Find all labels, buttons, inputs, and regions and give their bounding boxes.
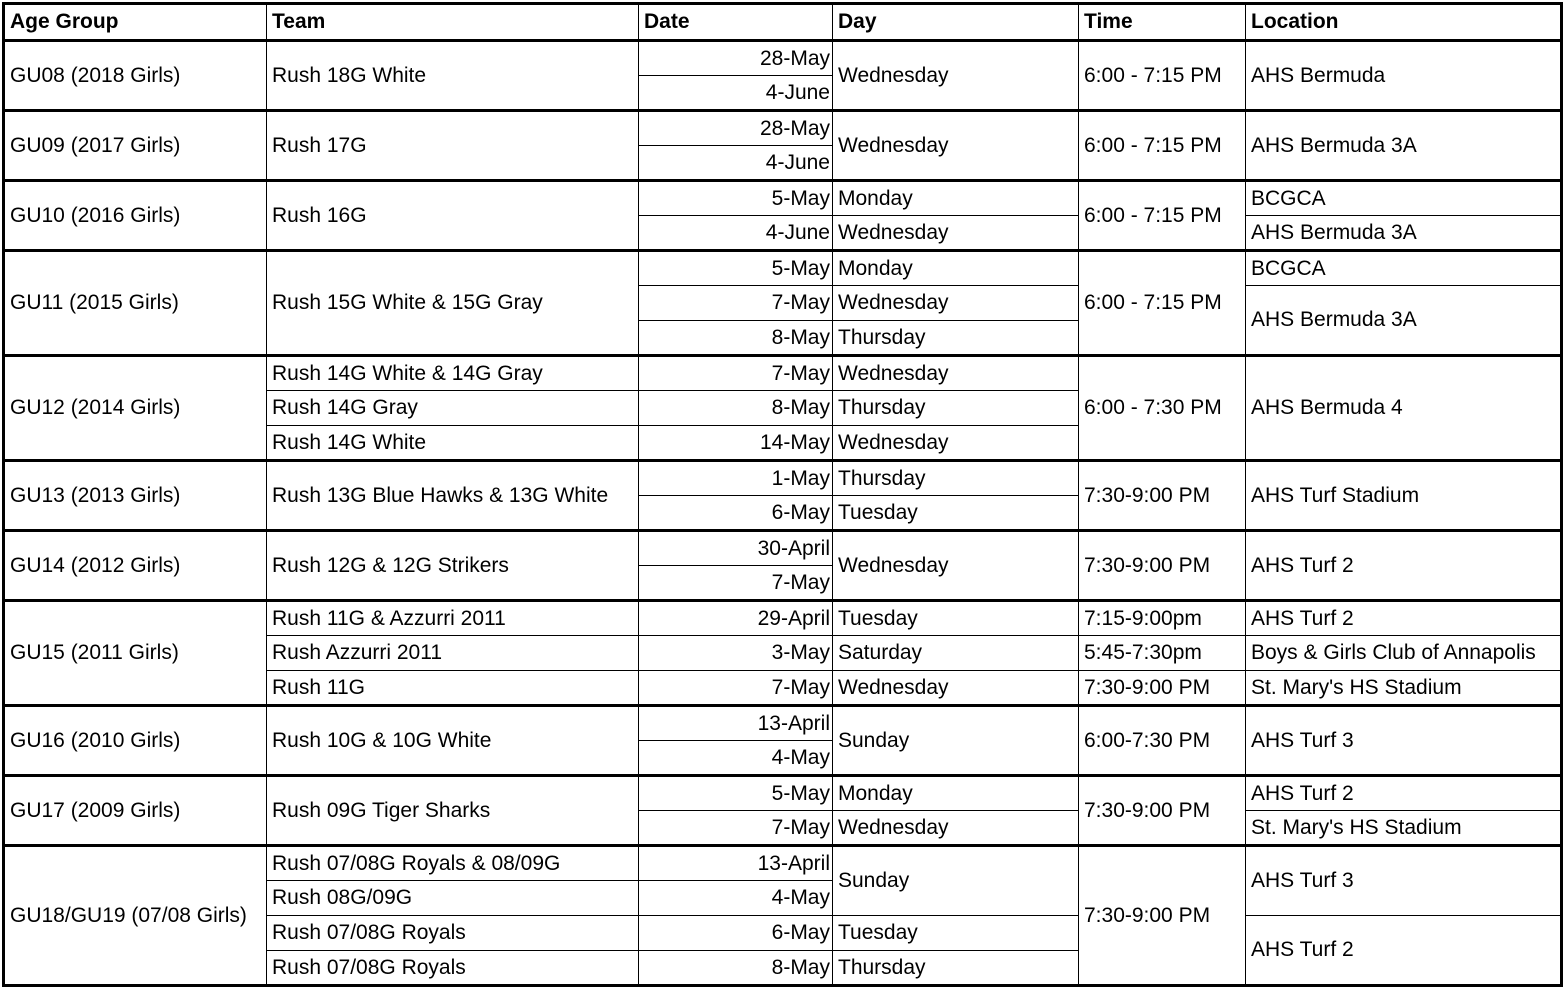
day-cell: Wednesday xyxy=(833,811,1079,846)
age-group-cell: GU12 (2014 Girls) xyxy=(4,356,267,461)
time-cell: 6:00 - 7:30 PM xyxy=(1079,356,1246,461)
time-cell: 7:15-9:00pm xyxy=(1079,601,1246,636)
location-cell: AHS Turf Stadium xyxy=(1246,461,1562,531)
team-cell: Rush 07/08G Royals xyxy=(267,916,639,951)
header-day: Day xyxy=(833,4,1079,41)
day-cell: Monday xyxy=(833,251,1079,286)
time-cell: 6:00 - 7:15 PM xyxy=(1079,111,1246,181)
time-cell: 7:30-9:00 PM xyxy=(1079,776,1246,846)
header-row xyxy=(4,4,1562,41)
table-row xyxy=(4,461,1562,496)
schedule-table xyxy=(2,2,1563,987)
team-cell: Rush 07/08G Royals & 08/09G xyxy=(267,846,639,881)
location-cell: AHS Turf 2 xyxy=(1246,601,1562,636)
location-cell: St. Mary's HS Stadium xyxy=(1246,811,1562,846)
team-cell: Rush Azzurri 2011 xyxy=(267,636,639,671)
date-cell: 8-May xyxy=(639,391,833,426)
location-cell: BCGCA xyxy=(1246,251,1562,286)
day-cell: Thursday xyxy=(833,391,1079,426)
table-row xyxy=(4,776,1562,811)
date-cell: 28-May xyxy=(639,111,833,146)
date-cell: 4-June xyxy=(639,216,833,251)
location-cell: AHS Turf 2 xyxy=(1246,531,1562,601)
header-team: Team xyxy=(267,4,639,41)
table-row xyxy=(4,356,1562,391)
age-group-cell: GU14 (2012 Girls) xyxy=(4,531,267,601)
team-cell: Rush 08G/09G xyxy=(267,881,639,916)
location-cell: AHS Turf 3 xyxy=(1246,846,1562,916)
day-cell: Monday xyxy=(833,776,1079,811)
date-cell: 4-June xyxy=(639,146,833,181)
age-group-cell: GU10 (2016 Girls) xyxy=(4,181,267,251)
day-cell: Sunday xyxy=(833,706,1079,776)
team-cell: Rush 10G & 10G White xyxy=(267,706,639,776)
age-group-cell: GU11 (2015 Girls) xyxy=(4,251,267,356)
time-cell: 6:00 - 7:15 PM xyxy=(1079,181,1246,251)
time-cell: 7:30-9:00 PM xyxy=(1079,846,1246,986)
day-cell: Wednesday xyxy=(833,356,1079,391)
team-cell: Rush 17G xyxy=(267,111,639,181)
team-cell: Rush 12G & 12G Strikers xyxy=(267,531,639,601)
date-cell: 5-May xyxy=(639,181,833,216)
location-cell: AHS Bermuda 3A xyxy=(1246,216,1562,251)
team-cell: Rush 16G xyxy=(267,181,639,251)
team-cell: Rush 13G Blue Hawks & 13G White xyxy=(267,461,639,531)
time-cell: 7:30-9:00 PM xyxy=(1079,671,1246,706)
team-cell: Rush 09G Tiger Sharks xyxy=(267,776,639,846)
location-cell: AHS Bermuda 3A xyxy=(1246,286,1562,356)
time-cell: 7:30-9:00 PM xyxy=(1079,531,1246,601)
time-cell: 5:45-7:30pm xyxy=(1079,636,1246,671)
day-cell: Sunday xyxy=(833,846,1079,916)
date-cell: 14-May xyxy=(639,426,833,461)
day-cell: Wednesday xyxy=(833,41,1079,111)
location-cell: AHS Bermuda 4 xyxy=(1246,356,1562,461)
table-row xyxy=(4,41,1562,76)
date-cell: 7-May xyxy=(639,671,833,706)
location-cell: AHS Turf 2 xyxy=(1246,776,1562,811)
age-group-cell: GU13 (2013 Girls) xyxy=(4,461,267,531)
team-cell: Rush 14G White & 14G Gray xyxy=(267,356,639,391)
header-time: Time xyxy=(1079,4,1246,41)
date-cell: 5-May xyxy=(639,776,833,811)
table-row xyxy=(4,706,1562,741)
header-location: Location xyxy=(1246,4,1562,41)
date-cell: 3-May xyxy=(639,636,833,671)
date-cell: 13-April xyxy=(639,846,833,881)
date-cell: 13-April xyxy=(639,706,833,741)
date-cell: 28-May xyxy=(639,41,833,76)
header-age-group: Age Group xyxy=(4,4,267,41)
date-cell: 7-May xyxy=(639,286,833,321)
age-group-cell: GU16 (2010 Girls) xyxy=(4,706,267,776)
location-cell: Boys & Girls Club of Annapolis xyxy=(1246,636,1562,671)
day-cell: Wednesday xyxy=(833,671,1079,706)
team-cell: Rush 18G White xyxy=(267,41,639,111)
day-cell: Wednesday xyxy=(833,531,1079,601)
table-row xyxy=(4,111,1562,146)
location-cell: AHS Turf 2 xyxy=(1246,916,1562,986)
table-row xyxy=(4,531,1562,566)
date-cell: 5-May xyxy=(639,251,833,286)
location-cell: BCGCA xyxy=(1246,181,1562,216)
day-cell: Saturday xyxy=(833,636,1079,671)
team-cell: Rush 07/08G Royals xyxy=(267,951,639,986)
header-date: Date xyxy=(639,4,833,41)
age-group-cell: GU08 (2018 Girls) xyxy=(4,41,267,111)
age-group-cell: GU15 (2011 Girls) xyxy=(4,601,267,706)
date-cell: 4-June xyxy=(639,76,833,111)
time-cell: 6:00 - 7:15 PM xyxy=(1079,251,1246,356)
team-cell: Rush 15G White & 15G Gray xyxy=(267,251,639,356)
date-cell: 7-May xyxy=(639,566,833,601)
location-cell: St. Mary's HS Stadium xyxy=(1246,671,1562,706)
date-cell: 4-May xyxy=(639,881,833,916)
day-cell: Thursday xyxy=(833,951,1079,986)
day-cell: Wednesday xyxy=(833,286,1079,321)
day-cell: Thursday xyxy=(833,461,1079,496)
day-cell: Monday xyxy=(833,181,1079,216)
age-group-cell: GU09 (2017 Girls) xyxy=(4,111,267,181)
date-cell: 7-May xyxy=(639,811,833,846)
date-cell: 6-May xyxy=(639,916,833,951)
day-cell: Wednesday xyxy=(833,216,1079,251)
team-cell: Rush 14G Gray xyxy=(267,391,639,426)
date-cell: 7-May xyxy=(639,356,833,391)
location-cell: AHS Bermuda 3A xyxy=(1246,111,1562,181)
date-cell: 30-April xyxy=(639,531,833,566)
day-cell: Tuesday xyxy=(833,601,1079,636)
date-cell: 8-May xyxy=(639,951,833,986)
time-cell: 6:00-7:30 PM xyxy=(1079,706,1246,776)
table-row xyxy=(4,601,1562,636)
location-cell: AHS Bermuda xyxy=(1246,41,1562,111)
age-group-cell: GU17 (2009 Girls) xyxy=(4,776,267,846)
team-cell: Rush 11G xyxy=(267,671,639,706)
day-cell: Tuesday xyxy=(833,916,1079,951)
day-cell: Wednesday xyxy=(833,426,1079,461)
age-group-cell: GU18/GU19 (07/08 Girls) xyxy=(4,846,267,986)
date-cell: 1-May xyxy=(639,461,833,496)
table-row xyxy=(4,251,1562,286)
date-cell: 29-April xyxy=(639,601,833,636)
date-cell: 4-May xyxy=(639,741,833,776)
location-cell: AHS Turf 3 xyxy=(1246,706,1562,776)
team-cell: Rush 14G White xyxy=(267,426,639,461)
day-cell: Wednesday xyxy=(833,111,1079,181)
day-cell: Tuesday xyxy=(833,496,1079,531)
date-cell: 8-May xyxy=(639,321,833,356)
day-cell: Thursday xyxy=(833,321,1079,356)
date-cell: 6-May xyxy=(639,496,833,531)
team-cell: Rush 11G & Azzurri 2011 xyxy=(267,601,639,636)
time-cell: 6:00 - 7:15 PM xyxy=(1079,41,1246,111)
table-row xyxy=(4,181,1562,216)
table-row xyxy=(4,846,1562,881)
time-cell: 7:30-9:00 PM xyxy=(1079,461,1246,531)
